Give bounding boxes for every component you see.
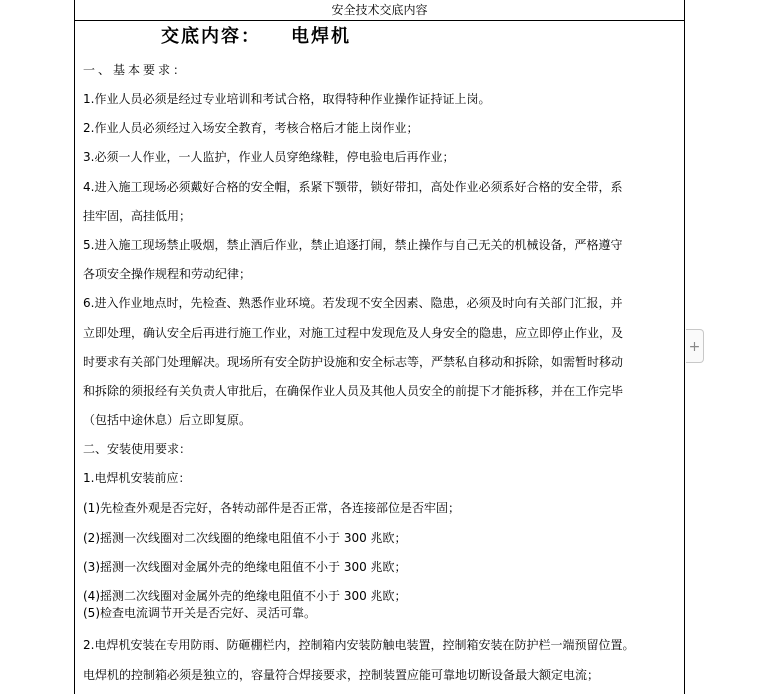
text-line: 和拆除的须报经有关负责人审批后，在确保作业人员及其他人员安全的前提下才能拆移，并在工作完毕: [83, 384, 624, 398]
title-value: 电焊机: [291, 26, 351, 47]
section-heading-1: 一、基本要求：: [83, 63, 189, 77]
text-line: 时要求有关部门处理解决。现场所有安全防护设施和安全标志等，严禁私自移动和拆除，如需暂时移动: [83, 355, 624, 369]
document-page: [74, 0, 685, 694]
text-line: (3)摇测一次线圈对金属外壳的绝缘电阻值不小于 300 兆欧；: [83, 560, 407, 574]
text-line: 1.作业人员必须是经过专业培训和考试合格，取得特种作业操作证持证上岗。: [83, 92, 491, 106]
text-line: 1.电焊机安装前应：: [83, 471, 191, 485]
text-line: (4)摇测二次线圈对金属外壳的绝缘电阻值不小于 300 兆欧；: [83, 589, 407, 603]
text-line: 3.必须一人作业，一人监护，作业人员穿绝缘鞋，停电验电后再作业；: [83, 150, 455, 164]
text-line: 2.作业人员必须经过入场安全教育，考核合格后才能上岗作业；: [83, 121, 419, 135]
text-line: 2.电焊机安装在专用防雨、防砸棚栏内，控制箱内安装防触电装置，控制箱安装在防护栏一端预留位置。: [83, 638, 635, 652]
expand-panel-button[interactable]: +: [686, 329, 704, 363]
text-line: (5)检查电流调节开关是否完好、灵活可靠。: [83, 606, 316, 620]
text-line: (1)先检查外观是否完好，各转动部件是否正常，各连接部位是否牢固；: [83, 501, 461, 515]
text-line: 5.进入施工现场禁止吸烟，禁止酒后作业，禁止追逐打闹，禁止操作与自己无关的机械设备，严格遵守: [83, 238, 623, 252]
text-line: （包括中途休息）后立即复原。: [83, 413, 252, 427]
text-line: (2)摇测一次线圈对二次线圈的绝缘电阻值不小于 300 兆欧；: [83, 531, 407, 545]
text-line: 4.进入施工现场必须戴好合格的安全帽，系紧下颚带，锁好带扣，高处作业必须系好合格的安全带，系: [83, 180, 623, 194]
section-heading-2: 二、安装使用要求：: [83, 442, 192, 456]
title-label: 交底内容：: [161, 26, 261, 47]
document-header: 安全技术交底内容: [331, 3, 428, 17]
text-line: 立即处理，确认安全后再进行施工作业，对施工过程中发现危及人身安全的隐患，应立即停止作业，及: [83, 326, 624, 340]
text-line: 各项安全操作规程和劳动纪律；: [83, 267, 252, 281]
header-divider: [75, 20, 684, 21]
document-title: [161, 25, 351, 49]
text-line: 挂牢固，高挂低用；: [83, 209, 192, 223]
text-line: 电焊机的控制箱必须是独立的，容量符合焊接要求，控制装置应能可靠地切断设备最大额定电流；: [83, 668, 600, 682]
text-line: 6.进入作业地点时，先检查、熟悉作业环境。若发现不安全因素、隐患，必须及时向有关部门汇报，并: [83, 296, 623, 310]
